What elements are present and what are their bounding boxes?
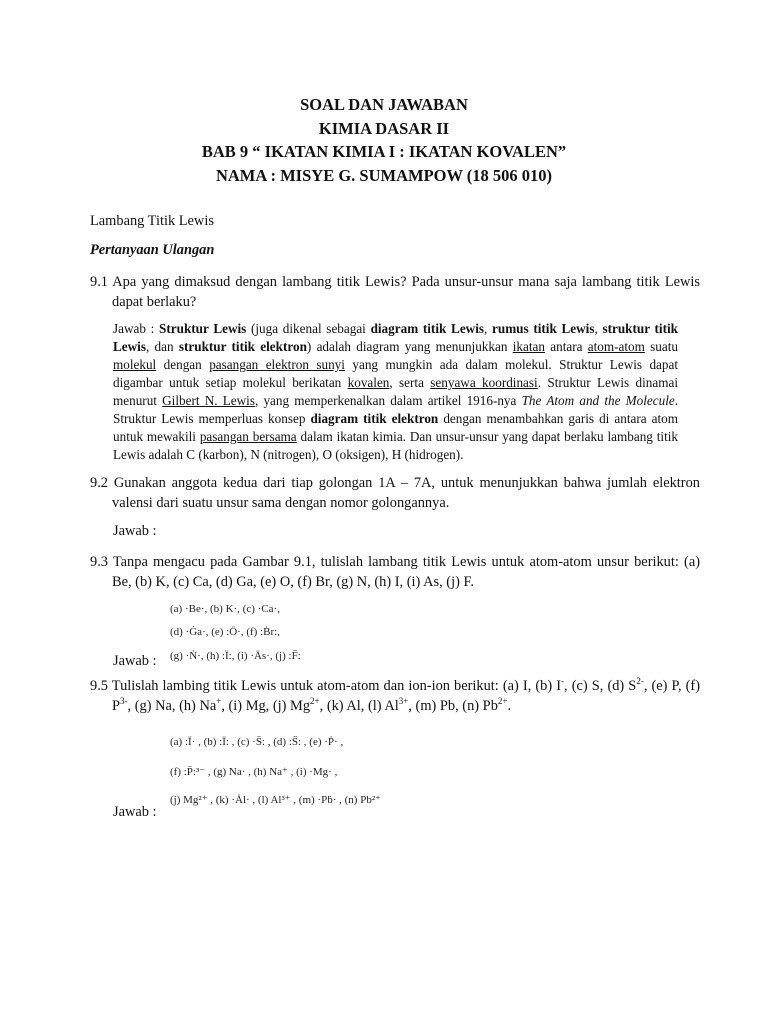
charge-superscript: 2- <box>636 676 644 687</box>
question-9-5 <box>90 676 700 716</box>
answer-text: antara <box>544 339 588 354</box>
answer-text: suatu <box>644 339 678 354</box>
answer-text: , <box>484 321 492 336</box>
answer-bold-text: struktur titik elektron <box>178 339 307 354</box>
answer-text: ) adalah diagram yang menunjukkan <box>306 339 513 354</box>
title-line-4: NAMA : MISYE G. SUMAMPOW (18 506 010) <box>215 165 553 185</box>
answer-link[interactable]: senyawa koordinasi <box>430 375 538 390</box>
answer-label-9-3: Jawab : <box>113 653 157 669</box>
answer-9-1 <box>113 320 678 464</box>
title-line-3: BAB 9 “ IKATAN KIMIA I : IKATAN KOVALEN” <box>201 142 567 161</box>
charge-superscript: 2+ <box>497 696 508 707</box>
answer-text: dengan menambahkan garis di antara atom untuk mewakili <box>113 411 679 444</box>
answer-label-9-2: Jawab : <box>113 523 157 539</box>
answer-bold-text: Struktur Lewis <box>159 321 247 336</box>
lewis-line-9-3-3: (g) ·Ṅ·, (h) :Ï:, (i) ·Äs·, (j) :F̈: <box>170 650 301 662</box>
answer-text: , yang memperkenalkan dalam artikel 1916-nya <box>254 393 522 408</box>
lewis-line-9-5-1: (a) :Ï· , (b) :Ï: , (c) ·S̈: , (d) :S̈: , (e) ·Ṗ· , <box>170 736 344 748</box>
answer-label-9-5: Jawab : <box>113 804 157 820</box>
answer-link[interactable]: Gilbert N. Lewis <box>162 393 255 408</box>
charge-superscript: - <box>561 676 565 687</box>
answer-text: , <box>594 321 603 336</box>
title-line-1: SOAL DAN JAWABAN <box>300 95 468 114</box>
answer-text: yang mungkin ada dalam molekul. Struktur Lewis dapat digambar untuk setiap molekul berikatan <box>113 357 679 390</box>
question-text: , (g) Na, (h) Na <box>127 698 217 714</box>
lewis-line-9-5-2: (f) :P̈:³⁻ , (g) Na· , (h) Na⁺ , (i) ·Mg· , <box>170 766 338 778</box>
answer-text: . Struktur Lewis memperluas konsep <box>113 393 679 426</box>
question-9-1: 9.1 Apa yang dimaksud dengan lambang titik Lewis? Pada unsur-unsur mana saja lambang titik Lewis dapat berlaku? <box>90 274 700 310</box>
lewis-line-9-3-2: (d) ·Ġa·, (e) :Ö·, (f) :Ḃr:, <box>170 626 280 638</box>
answer-link[interactable]: kovalen <box>347 375 390 390</box>
answer-link[interactable]: molekul <box>113 357 157 372</box>
answer-text: dalam ikatan kimia. Dan unsur-unsur yang dapat berlaku lambang titik Lewis adalah C (karbon), N (nitrogen), O (oksigen), H (hidrogen). <box>113 429 678 462</box>
charge-superscript: 3- <box>120 696 128 707</box>
answer-label: Jawab : <box>113 321 160 336</box>
answer-bold-text: diagram titik Lewis <box>370 321 484 336</box>
title-line-2: KIMIA DASAR II <box>318 118 450 138</box>
answer-italic-text: The Atom and the Molecule <box>521 393 675 408</box>
charge-superscript: + <box>216 696 222 707</box>
lewis-line-9-3-1: (a) ·Be·, (b) K·, (c) ·Ca·, <box>170 603 280 615</box>
answer-text: . Struktur Lewis dinamai menurut <box>113 375 678 408</box>
question-text: , (i) Mg, (j) Mg <box>221 698 311 714</box>
question-text: . <box>507 698 512 714</box>
question-text: 9.5 Tulislah lambing titik Lewis untuk atom-atom dan ion-ion berikut: (a) I, (b) I <box>90 678 562 694</box>
question-text: , (k) Al, (l) Al <box>319 698 399 714</box>
question-text: , (m) Pb, (n) Pb <box>408 698 498 714</box>
answer-link[interactable]: atom-atom <box>587 339 645 354</box>
charge-superscript: 2+ <box>310 696 320 707</box>
lewis-line-9-5-3: (j) Mg²⁺ , (k) ·Ȧl· , (l) Al³⁺ , (m) ·Pḃ· , (n) Pb²⁺ <box>170 794 381 806</box>
answer-bold-text: diagram titik elektron <box>310 411 439 426</box>
question-9-3: 9.3 Tanpa mengacu pada Gambar 9.1, tulislah lambang titik Lewis untuk atom-atom unsur berikut: (a) Be, (b) K, (c) Ca, (d) Ga, (e) O, (f) Br, (g) N, (h) I, (i) As, (j) F. <box>90 554 700 590</box>
answer-link[interactable]: pasangan bersama <box>199 429 297 444</box>
answer-text: , serta <box>389 375 431 390</box>
question-text: , (c) S, (d) S <box>564 678 637 694</box>
document-title <box>0 93 768 187</box>
subsection-title: Pertanyaan Ulangan <box>90 242 215 258</box>
answer-text: dengan <box>156 357 210 372</box>
charge-superscript: 3+ <box>398 696 409 707</box>
answer-bold-text: struktur titik Lewis <box>113 321 678 354</box>
answer-text: , dan <box>145 339 179 354</box>
answer-link[interactable]: ikatan <box>512 339 545 354</box>
answer-text: (juga dikenal sebagai <box>246 321 371 336</box>
question-text: , (e) P, (f) P <box>112 678 700 714</box>
section-title: Lambang Titik Lewis <box>90 213 214 229</box>
answer-link[interactable]: pasangan elektron sunyi <box>209 357 345 372</box>
answer-bold-text: rumus titik Lewis <box>492 321 595 336</box>
question-9-2: 9.2 Gunakan anggota kedua dari tiap golongan 1A – 7A, untuk menunjukkan bahwa jumlah elektron valensi dari suatu unsur sama dengan nomor golongannya. <box>90 475 700 511</box>
